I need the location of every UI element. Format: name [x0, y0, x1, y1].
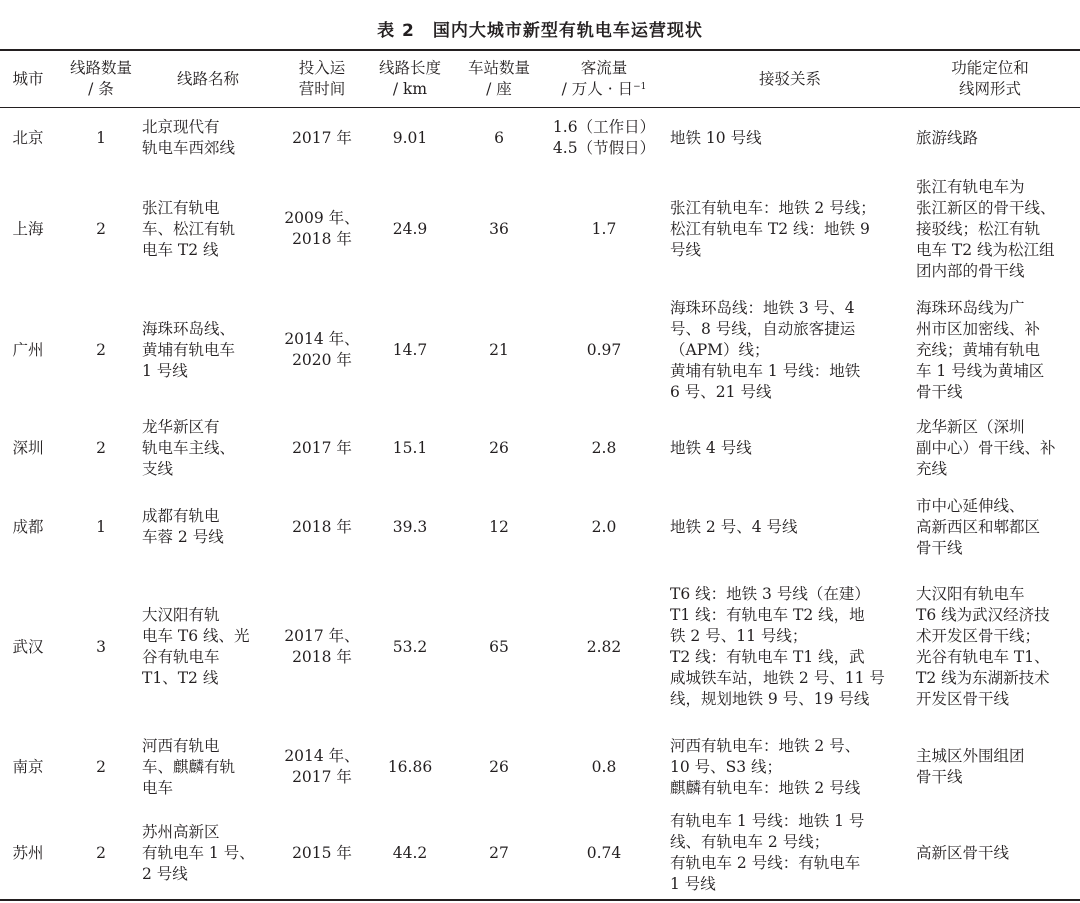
table-cell-stations: [456, 168, 542, 290]
cell-line: 有轨电车 1 号、: [142, 843, 255, 862]
table-title: 表 2 国内大城市新型有轨电车运营现状: [377, 21, 703, 41]
cell-line: （APM）线；: [670, 340, 770, 359]
cell-line: 2017 年: [292, 768, 352, 786]
column-header-label: 接驳关系: [758, 69, 821, 88]
cell-line: 线、有轨电车 2 号线；: [670, 833, 830, 851]
cell-line: T6 线：地铁 3 号线（在建）: [670, 585, 870, 603]
cell-line: 26: [489, 757, 509, 776]
table-cell-city: [0, 410, 56, 486]
table-cell-function: [916, 568, 1070, 726]
table-cell-function: [916, 108, 1070, 168]
cell-line: 旅游线路: [916, 128, 979, 147]
cell-line: 4.5（节假日）: [552, 139, 656, 157]
table-cell-name: [142, 568, 272, 726]
cell-line: 黄埔有轨电车: [142, 340, 236, 359]
cell-line: 松江有轨电车 T2 线：地铁 9: [670, 219, 870, 238]
table-cell-length: [367, 108, 453, 168]
cell-line: 咸城铁车站，地铁 2 号、11 号: [670, 669, 885, 687]
cell-line: 黄埔有轨电车 1 号线：地铁: [670, 361, 861, 380]
cell-line: 大汉阳有轨: [142, 606, 220, 624]
table-cell-year: [284, 168, 360, 290]
cell-line: 39.3: [392, 517, 428, 536]
cell-line: 地铁 10 号线: [670, 128, 762, 147]
cell-line: 号线: [670, 240, 702, 259]
table-cell-city: [0, 568, 56, 726]
bottom-rule: [0, 899, 1080, 901]
table-cell-name: [142, 726, 272, 808]
table-cell-transfer: [670, 410, 910, 486]
cell-line: 27: [489, 843, 509, 862]
table-cell-transfer: [670, 108, 910, 168]
cell-line: 电车 T2 线为松江组: [916, 240, 1055, 259]
table-cell-year: [284, 568, 360, 726]
cell-line: 轨电车西郊线: [142, 139, 236, 157]
cell-line: 州市区加密线、补: [916, 319, 1041, 338]
column-header: [0, 57, 56, 101]
cell-line: 张江有轨电: [142, 198, 220, 217]
cell-line: 2014 年、: [284, 747, 360, 765]
cell-line: 南京: [12, 757, 44, 776]
table-cell-count: [61, 808, 141, 898]
cell-line: 高新区骨干线: [916, 843, 1010, 862]
cell-line: 成都有轨电: [142, 507, 220, 525]
cell-line: 9.01: [392, 128, 428, 147]
table-cell-city: [0, 108, 56, 168]
table-cell-name: [142, 410, 272, 486]
table-cell-city: [0, 486, 56, 568]
table-cell-transfer: [670, 808, 910, 898]
cell-line: 2: [96, 843, 106, 862]
cell-line: 车蓉 2 号线: [142, 528, 224, 546]
cell-line: 2017 年: [292, 438, 352, 457]
table-cell-city: [0, 808, 56, 898]
cell-line: 2014 年、: [284, 330, 360, 348]
table-cell-ridership: [546, 108, 662, 168]
cell-line: T2 线为东湖新技术: [916, 669, 1050, 687]
cell-line: 市中心延伸线、: [916, 496, 1025, 515]
table-cell-stations: [456, 290, 542, 410]
cell-line: 海珠环岛线：地铁 3 号、4: [670, 298, 855, 317]
cell-line: 44.2: [392, 843, 428, 862]
table-cell-length: [367, 486, 453, 568]
cell-line: 2015 年: [292, 843, 352, 862]
cell-line: 张江新区的骨干线、: [916, 198, 1056, 217]
table-cell-transfer: [670, 726, 910, 808]
cell-line: 1 号线: [670, 875, 716, 893]
table-cell-stations: [456, 808, 542, 898]
column-header-label: 营时间: [298, 80, 346, 98]
table-cell-name: [142, 290, 272, 410]
cell-line: 北京现代有: [142, 118, 220, 136]
table-cell-ridership: [546, 486, 662, 568]
cell-line: 15.1: [392, 438, 428, 457]
cell-line: 铁 2 号、11 号线；: [670, 627, 808, 645]
table-cell-city: [0, 726, 56, 808]
table-cell-ridership: [546, 808, 662, 898]
column-header: [367, 57, 453, 101]
cell-line: 大汉阳有轨电车: [916, 585, 1025, 603]
table-cell-ridership: [546, 410, 662, 486]
cell-line: 上海: [12, 219, 44, 238]
cell-line: 接驳线；松江有轨: [916, 219, 1041, 238]
column-header: [546, 57, 662, 101]
cell-line: 1.6（工作日）: [552, 118, 656, 136]
column-header: [670, 57, 910, 101]
table-cell-function: [916, 486, 1070, 568]
table-cell-name: [142, 486, 272, 568]
cell-line: 号、8 号线，自动旅客捷运: [670, 319, 856, 338]
table-cell-ridership: [546, 568, 662, 726]
column-header-label: 城市: [12, 69, 44, 88]
column-header-label: 线路长度: [378, 59, 441, 77]
column-header-label: 客流量: [580, 59, 628, 77]
cell-line: 2018 年: [292, 648, 352, 666]
cell-line: 65: [489, 637, 509, 656]
table-cell-function: [916, 726, 1070, 808]
cell-line: 36: [489, 219, 509, 238]
cell-line: T1、T2 线: [142, 669, 219, 687]
table-cell-transfer: [670, 486, 910, 568]
cell-line: 2: [96, 340, 106, 359]
table-cell-length: [367, 568, 453, 726]
column-header-label: 线网形式: [958, 80, 1021, 98]
table-cell-count: [61, 108, 141, 168]
cell-line: 1: [96, 128, 106, 147]
table-cell-count: [61, 568, 141, 726]
cell-line: 骨干线: [916, 768, 963, 786]
column-header: [61, 57, 141, 101]
table-cell-function: [916, 808, 1070, 898]
column-header-label: 线路名称: [176, 69, 239, 88]
cell-line: 车 1 号线为黄埔区: [916, 361, 1045, 380]
cell-line: 24.9: [392, 219, 428, 238]
table-cell-stations: [456, 410, 542, 486]
cell-line: 2017 年、: [284, 627, 360, 645]
cell-line: 龙华新区有: [142, 417, 220, 436]
table-cell-name: [142, 808, 272, 898]
table-cell-length: [367, 168, 453, 290]
cell-line: 骨干线: [916, 538, 963, 557]
cell-line: 主城区外围组团: [916, 747, 1025, 765]
cell-line: 6 号、21 号线: [670, 382, 772, 401]
table-cell-stations: [456, 486, 542, 568]
cell-line: 副中心）骨干线、补: [916, 438, 1056, 457]
column-header: [910, 57, 1070, 101]
column-header-label: / 座: [486, 80, 512, 98]
cell-line: 2: [96, 438, 106, 457]
cell-line: 充线；黄埔有轨电: [916, 340, 1041, 359]
cell-line: 有轨电车 2 号线：有轨电车: [670, 854, 861, 872]
table-cell-year: [284, 410, 360, 486]
cell-line: 车、麒麟有轨: [142, 757, 236, 776]
column-header-label: / 条: [88, 80, 114, 98]
cell-line: 武汉: [12, 637, 44, 656]
table-cell-city: [0, 290, 56, 410]
table-cell-ridership: [546, 726, 662, 808]
cell-line: 0.8: [591, 757, 617, 776]
table-cell-ridership: [546, 290, 662, 410]
table-cell-year: [284, 808, 360, 898]
table-cell-name: [142, 168, 272, 290]
table-cell-stations: [456, 568, 542, 726]
table-cell-length: [367, 410, 453, 486]
cell-line: 线，规划地铁 9 号、19 号线: [670, 690, 870, 708]
table-cell-count: [61, 726, 141, 808]
cell-line: 2: [96, 219, 106, 238]
cell-line: 2018 年: [292, 517, 352, 536]
cell-line: 3: [96, 637, 106, 656]
cell-line: 开发区骨干线: [916, 690, 1010, 708]
cell-line: 术开发区骨干线；: [916, 627, 1041, 645]
table-cell-transfer: [670, 290, 910, 410]
table-cell-stations: [456, 726, 542, 808]
cell-line: 龙华新区（深圳: [916, 417, 1025, 436]
cell-line: 谷有轨电车: [142, 648, 220, 666]
cell-line: 2: [96, 757, 106, 776]
cell-line: 10 号、S3 线；: [670, 757, 783, 776]
cell-line: 电车 T2 线: [142, 240, 219, 259]
cell-line: 12: [489, 517, 509, 536]
table-cell-count: [61, 410, 141, 486]
cell-line: 6: [494, 128, 504, 147]
table-cell-city: [0, 168, 56, 290]
column-header-label: 功能定位和: [951, 59, 1029, 77]
cell-line: 支线: [142, 459, 174, 478]
cell-line: 海珠环岛线、: [142, 319, 236, 338]
table-cell-function: [916, 410, 1070, 486]
column-header-label: 车站数量: [467, 59, 530, 77]
cell-line: 16.86: [387, 757, 433, 776]
cell-line: 电车: [142, 778, 174, 797]
cell-line: 53.2: [392, 637, 428, 656]
table-cell-ridership: [546, 168, 662, 290]
table-cell-length: [367, 726, 453, 808]
cell-line: 北京: [12, 128, 44, 147]
table-cell-length: [367, 290, 453, 410]
cell-line: 团内部的骨干线: [916, 261, 1025, 280]
cell-line: 1: [96, 517, 106, 536]
cell-line: 张江有轨电车为: [916, 177, 1025, 196]
cell-line: T1 线：有轨电车 T2 线，地: [670, 606, 865, 624]
table-cell-count: [61, 486, 141, 568]
cell-line: 2.8: [591, 438, 617, 457]
cell-line: 苏州高新区: [142, 822, 220, 841]
cell-line: 地铁 4 号线: [670, 438, 752, 457]
cell-line: T6 线为武汉经济技: [916, 606, 1050, 624]
cell-line: T2 线：有轨电车 T1 线，武: [670, 648, 865, 666]
cell-line: 张江有轨电车：地铁 2 号线；: [670, 198, 876, 217]
table-cell-year: [284, 726, 360, 808]
cell-line: 苏州: [12, 843, 44, 862]
cell-line: 电车 T6 线、光: [142, 627, 250, 645]
table-cell-count: [61, 168, 141, 290]
cell-line: 2.0: [591, 517, 617, 536]
table-cell-year: [284, 290, 360, 410]
cell-line: 骨干线: [916, 382, 963, 401]
cell-line: 深圳: [12, 438, 44, 457]
cell-line: 2018 年: [292, 230, 352, 248]
cell-line: 0.97: [586, 340, 622, 359]
cell-line: 高新西区和郫都区: [916, 517, 1041, 536]
table-cell-count: [61, 290, 141, 410]
column-header: [284, 57, 360, 101]
cell-line: 充线: [916, 459, 948, 478]
cell-line: 河西有轨电车：地铁 2 号、: [670, 736, 861, 755]
cell-line: 0.74: [586, 843, 622, 862]
column-header: [144, 57, 272, 101]
cell-line: 麒麟有轨电车：地铁 2 号线: [670, 778, 861, 797]
cell-line: 26: [489, 438, 509, 457]
table-cell-year: [284, 486, 360, 568]
table-cell-year: [284, 108, 360, 168]
table-cell-length: [367, 808, 453, 898]
top-rule: [0, 49, 1080, 51]
table-cell-function: [916, 290, 1070, 410]
column-header-label: 线路数量: [69, 59, 132, 77]
cell-line: 2020 年: [292, 351, 352, 369]
unit-superscript: −1: [633, 82, 647, 92]
cell-line: 轨电车主线、: [142, 438, 236, 457]
cell-line: 2.82: [586, 637, 622, 656]
table-cell-function: [916, 168, 1070, 290]
cell-line: 1.7: [591, 219, 617, 238]
cell-line: 海珠环岛线为广: [916, 298, 1025, 317]
cell-line: 1 号线: [142, 361, 188, 380]
cell-line: 地铁 2 号、4 号线: [670, 517, 798, 536]
cell-line: 车、松江有轨: [142, 219, 236, 238]
cell-line: 成都: [12, 517, 44, 536]
cell-line: 光谷有轨电车 T1、: [916, 648, 1050, 666]
cell-line: 2009 年、: [284, 209, 360, 227]
table-cell-name: [142, 108, 272, 168]
column-header: [456, 57, 542, 101]
table-cell-transfer: [670, 168, 910, 290]
cell-line: 2 号线: [142, 864, 188, 883]
cell-line: 21: [489, 340, 509, 359]
cell-line: 广州: [12, 340, 44, 359]
column-header-label: / 万人 · 日$^{-1}$: [561, 80, 647, 98]
table-cell-transfer: [670, 568, 910, 726]
cell-line: 河西有轨电: [142, 736, 220, 755]
cell-line: 14.7: [392, 340, 428, 359]
cell-line: 2017 年: [292, 128, 352, 147]
cell-line: 有轨电车 1 号线：地铁 1 号: [670, 812, 865, 830]
table-cell-stations: [456, 108, 542, 168]
column-header-label: 投入运: [298, 59, 346, 77]
column-header-label: / km: [392, 80, 428, 98]
